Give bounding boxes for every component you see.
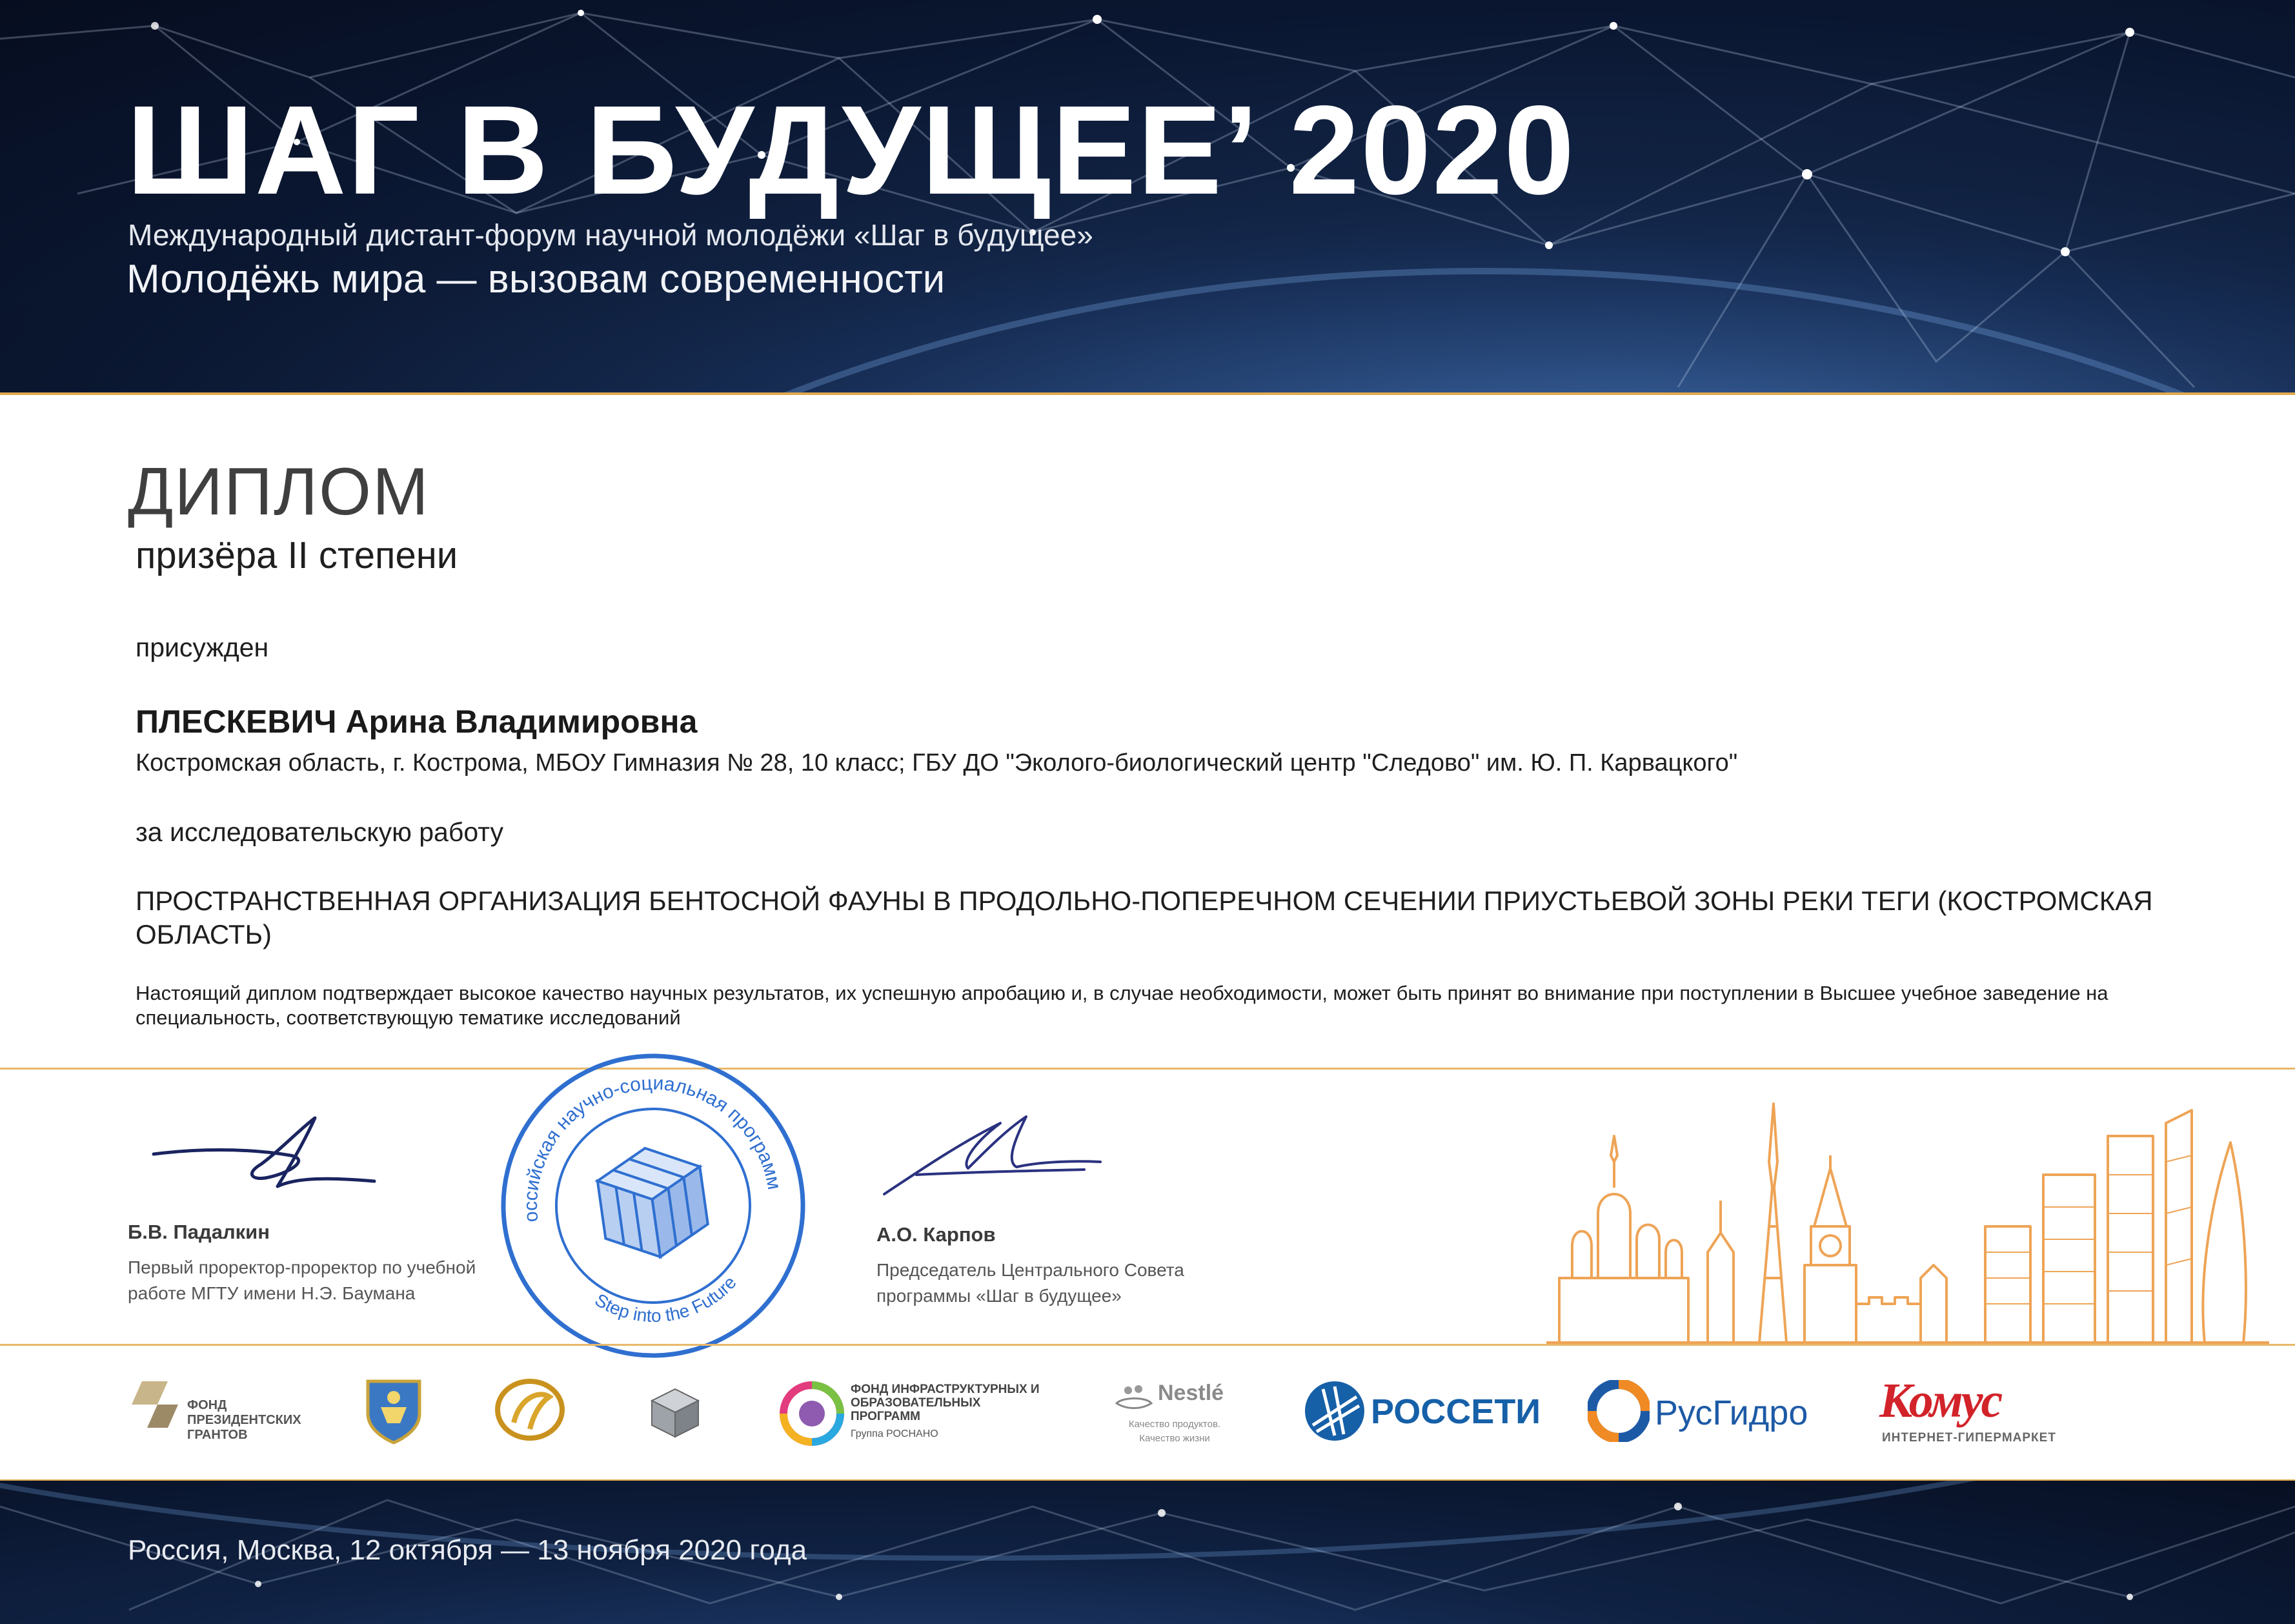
sponsor-logos <box>0 1355 2295 1478</box>
for-work-label: за исследовательскую работу <box>136 817 503 847</box>
rushydro-label: РусГидро <box>1655 1394 1808 1432</box>
coat-of-arms-icon <box>361 1375 426 1446</box>
padalkin-signature-graphic <box>142 1110 387 1194</box>
signature-top-divider <box>0 1068 2295 1070</box>
nestle-nest-icon <box>1114 1377 1154 1411</box>
forum-subtitle: Международный дистант-форум научной молодёжи «Шаг в будущее» <box>128 218 1093 252</box>
research-work-title: ПРОСТРАНСТВЕННАЯ ОРГАНИЗАЦИЯ БЕНТОСНОЙ ФАУНЫ В ПРОДОЛЬНО-ПОПЕРЕЧНОМ СЕЧЕНИИ ПРИУСТЬЕВОЙ ЗОНЫ РЕКИ ТЕГИ (КОСТРОМСКАЯ ОБЛАСТЬ) <box>136 886 2153 949</box>
presidential-grants-icon <box>129 1379 181 1430</box>
right-signatory-role: Председатель Центрального Совета программы «Шаг в будущее» <box>876 1260 1184 1306</box>
forum-title: ШАГ В БУДУЩЕЕ’ 2020 <box>126 79 1576 221</box>
left-signatory-role: Первый проректор-проректор по учебной работе МГТУ имени Н.Э. Баумана <box>128 1257 476 1303</box>
program-cube-icon <box>648 1385 702 1439</box>
fiop-label: ФОНД ИНФРАСТРУКТУРНЫХ И ОБРАЗОВАТЕЛЬНЫХ ПРОГРАММ <box>851 1383 1040 1423</box>
diploma-title: ДИПЛОМ <box>128 454 430 529</box>
awarded-label: присужден <box>136 633 269 662</box>
presidential-grants-label: ФОНД ПРЕЗИДЕНТСКИХ ГРАНТОВ <box>187 1398 301 1442</box>
rosseti-label: РОССЕТИ <box>1371 1392 1541 1431</box>
rosseti-icon <box>1304 1380 1366 1442</box>
recipient-name: ПЛЕСКЕВИЧ Арина Владимировна <box>136 704 698 740</box>
gold-emblem-icon <box>494 1377 565 1442</box>
nestle-tagline: Качество продуктов. Качество жизни <box>1128 1419 1221 1444</box>
left-signatory-name: Б.В. Падалкин <box>128 1221 270 1243</box>
rushydro-icon <box>1588 1380 1650 1442</box>
right-signatory-name: А.О. Карпов <box>876 1223 996 1246</box>
event-location-dates: Россия, Москва, 12 октября — 13 ноября 2020 года <box>128 1534 807 1566</box>
header-divider <box>0 392 2295 395</box>
signature-bottom-divider <box>0 1344 2295 1346</box>
header-banner <box>0 0 2295 394</box>
svg-text:Российская научно-социальная п: Российская научно-социальная программа <box>520 1072 785 1223</box>
program-seal <box>498 1051 808 1361</box>
fiop-sublabel: Группа РОСНАНО <box>851 1428 938 1439</box>
diploma-degree: призёра II степени <box>136 534 458 576</box>
karpov-signature-graphic <box>878 1097 1110 1201</box>
nestle-label: Nestlé <box>1158 1381 1224 1405</box>
svg-text:Step into the Future: Step into the Future <box>591 1272 740 1326</box>
forum-slogan: Молодёжь мира — вызовам современности <box>126 257 945 301</box>
komus-sublabel: ИНТЕРНЕТ-ГИПЕРМАРКЕТ <box>1882 1431 2056 1445</box>
komus-label: Комус <box>1879 1374 2001 1428</box>
moscow-skyline-graphic <box>1546 1084 2269 1345</box>
fiop-icon <box>780 1381 844 1446</box>
recipient-affiliation: Костромская область, г. Кострома, МБОУ Гимназия № 28, 10 класс; ГБУ ДО "Эколого-биологический центр "Следово" им. Ю. П. Карвацкого" <box>136 749 1738 776</box>
diploma-note: Настоящий диплом подтверждает высокое качество научных результатов, их успешную апробацию и, в случае необходимости, может быть принят во внимание при поступлении в Высшее учебное заведение на специальность, соответствующую тематике исследований <box>136 982 2108 1029</box>
footer-banner <box>0 1481 2295 1624</box>
